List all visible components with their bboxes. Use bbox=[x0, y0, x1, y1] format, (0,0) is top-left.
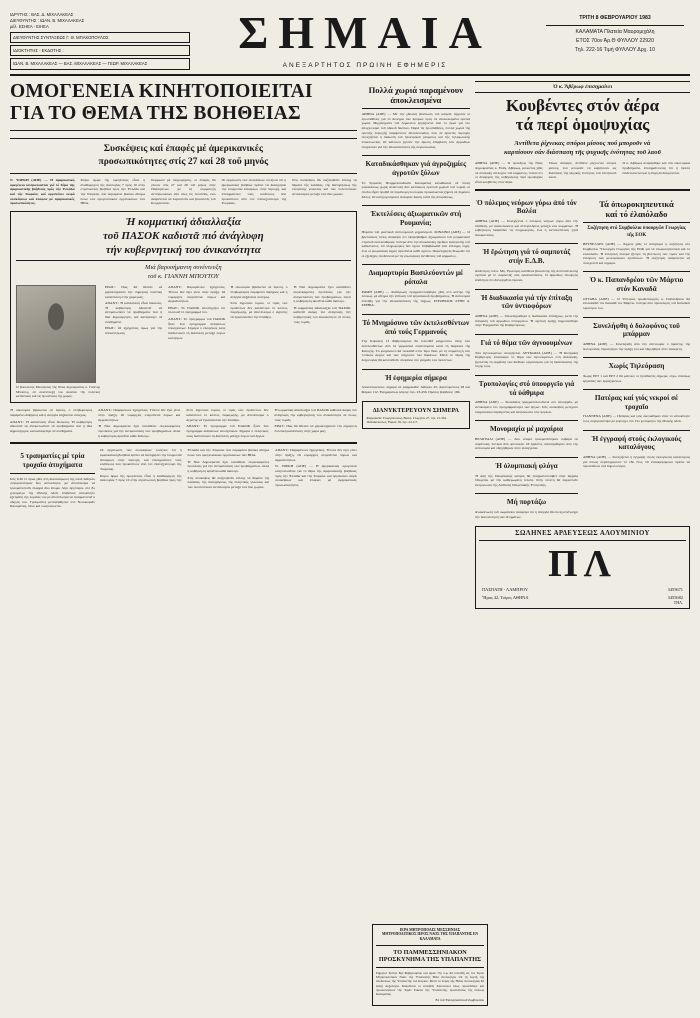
story1-headline: Πολλά χωριά παραμένουν ἀποκλεισμένα bbox=[368, 84, 464, 105]
fr-item3-p: ΓΙΑΝΝΕΝΑ (ΑΠΕ) — Πατέρας καί γιός σκοτώθηκαν ὅταν τό αὐτοκίνητό τους συγκρούστηκε μέ φορτηγό στό 15ο χιλιόμετρο τῆς ἐθνικῆς ὁδοῦ. bbox=[583, 414, 690, 424]
interview-q: ΕΡΩΤ.: Οἱ ἐξαγγελίες ὅμως γιά τήν ἀποκέντρωση; bbox=[105, 326, 163, 335]
interview-p: Ἡ οἰκονομία βρίσκεται σέ ὕφεση, ὁ πληθωρισμός παραμένει διψήφιος καί ἡ ἀνεργία αὐξάνεται συνεχῶς. bbox=[230, 285, 288, 299]
misc-p: Ν. ΥΟΡΚΗ (ΑΠΕ) — Η ἀμερικανική ὁμογένεια κινητοποιεῖται γιά τό θέμα τῆς ἀμερικανικῆς βοήθειας πρός τήν Ἑλλάδα καί τήν Τουρκία, καί ὀργανώνει σειρά συσκέψεων καί ἐπαφῶν μέ ἀμερικανικές προσωπικότητες. bbox=[275, 464, 357, 487]
traffic-story-body bbox=[10, 477, 95, 511]
fr-item3-headline: Πατέρας καί γιός νεκροί σέ τροχαῖο bbox=[594, 394, 679, 411]
middle-column bbox=[362, 81, 470, 1016]
divider bbox=[362, 264, 470, 265]
page-body bbox=[10, 81, 690, 1016]
story4-p: ΡΩΜΗ (ΑΠΕ) — Διαδήλωση πραγματοποιήθηκε χθές στό κέντρο τῆς πόλεως, μέ αἴτημα τήν ἐπίλυση τοῦ ἐργασιακοῦ προβλήματος. Ἡ ἀστυνομία ἐπενέβη γιά τήν ἀποκατάσταση τῆς τάξεως. ΣΤΡΟΒΙΛΟΣ ΣΤΗΝ Δ. ΣΕΡΒΙΑ. bbox=[361, 289, 470, 308]
fr-item1-headline: Συνελήφθη ὁ δολοφόνος τοῦ μπάρμαν bbox=[593, 321, 680, 339]
item5-headline: Μονομαχία μέ μαχαίρια bbox=[489, 425, 564, 434]
fr-item2-p: Χωρίς ΕΡΤ 1 καί ΕΡΤ 2 θά μείνουν οἱ τηλεθεατές σήμερα, λόγω στάσεως ἐργασίας τῶν ἐργαζομένων. bbox=[583, 373, 690, 383]
continuation-p: Στόν ἀγροτικό τομέα, οἱ τιμές τῶν προϊόντων δέν καλύπτουν τό κόστος παραγωγῆς, μέ ἀποτέλεσμα ὁ ἀγρότης νά ἐγκαταλείπει τήν ὕπαιθρο. bbox=[186, 408, 269, 422]
advertisement[interactable] bbox=[475, 526, 690, 609]
continuation-p: Ἡ κομματική ἀδιαλλαξία τοῦ ΠΑΣΟΚ καθιστᾶ ἀκόμη πιό ἀνάγλυφη τήν κυβερνητική του ἀνικανότητα σέ ὅλους τούς τομεῖς. bbox=[274, 408, 357, 422]
fr-item2-body bbox=[583, 374, 690, 385]
lead-subheadline bbox=[10, 138, 357, 174]
lead-story-body bbox=[10, 178, 357, 206]
story6-p: Διανυκτερεύουν σήμερα τά φαρμακεῖα: Ἀθηνῶν 45, Ἀριστομένους 28 καί Φαρῶν 112. Ἐφημερεύων ἰατρός: τηλ. 23-456. Πρῶτες βοήθειες: 166. bbox=[361, 385, 470, 394]
owner-box: ΙΔΙΟΚΤΗΤΗΣ - ΕΚΔΟΤΗΣ : bbox=[10, 45, 190, 56]
lead-headline-line1: ΟΜΟΓΕΝΕΙΑ ΚΙΝΗΤΟΠΟΙΕΙΤΑΙ bbox=[10, 80, 313, 102]
masthead bbox=[10, 8, 690, 76]
interview-q: ΕΡΩΤ.: Πῶς θά θέλατε νά χαρακτηρίσετε τήν σημερινή πολιτική κατάσταση στήν χώρα μας; bbox=[105, 285, 163, 299]
issue-price: Τηλ. 222-16 Τιμή ΦΥΛΛΟΥ Δρχ. 10 bbox=[574, 46, 656, 53]
item7-body bbox=[475, 510, 578, 521]
divider bbox=[475, 493, 578, 494]
divider bbox=[583, 389, 690, 390]
item1-body bbox=[475, 269, 578, 285]
interview-text-right bbox=[230, 285, 350, 398]
interview-a: ΑΠΑΝΤ.: Ἡ κατάσταση εἶναι δύσκολη. Ἡ κυβέρνηση ἀδυνατεῖ νά ἀντιμετωπίσει τά προβλήματα πού ἡ ἴδια δημιούργησε, καί καταφεύγει σέ συνθήματα. bbox=[105, 301, 163, 324]
continuation-p: Ἡ Νέα Δημοκρατία ἔχει καταθέσει συγκεκριμένες προτάσεις γιά τήν ἀντιμετώπιση τῶν προβλημάτων, ἀλλά ἡ κυβέρνηση ἀρνεῖται κάθε διάλογο. bbox=[98, 424, 181, 438]
divider bbox=[475, 375, 578, 376]
averof-subhead-line1: Ἀντίθετα ῥίχνεκας σπόροι μίσους πού μποροῦν νά bbox=[514, 139, 651, 147]
lead-subheadline-line1: Συσκέψεις καί ἐπαφές μέ ἀμερικανικές bbox=[103, 143, 263, 155]
divider bbox=[376, 945, 484, 946]
story4-body bbox=[362, 290, 470, 311]
divider bbox=[583, 271, 690, 272]
fr-item4-headline: Ἡ ἐγγραφή στούς ἐκλογικούς καταλόγους bbox=[591, 434, 682, 452]
issue-number: ΕΤΟΣ 70ον Άρ.Θ ΦΥΛΛΟΥ 22920 bbox=[576, 37, 654, 44]
issue-address: ΚΑΛΑΜΑΤΑ Πλατεία Μαυρομιχάλη bbox=[575, 28, 655, 35]
interview-a: ΑΠΑΝΤ.: Παραμένουν ἐξαγγελίες. Τίποτα δέν ἔχει γίνει στήν πράξη. Οἱ νομαρχίες στεροῦνται πόρων καί ἁρμοδιοτήτων. bbox=[168, 285, 226, 304]
item0-body bbox=[475, 219, 578, 240]
item1-headline: Ἡ ἔρώτηση γιά τό σαμποτάζ στήν Ε.Δ.Β. bbox=[482, 248, 571, 266]
founder-line: ΙΔΡΥΤΗΣ : ΒΑΣ. Δ. ΜΙΧΑΛΑΚΕΑΣ bbox=[10, 12, 74, 17]
ad-title: ΣΩΛΗΝΕΣ ΑΡΔΕΥΣΕΩΣ ΑΛΟΥΜΙΝΙΟΥ bbox=[515, 530, 650, 538]
fr-item3-body bbox=[583, 414, 690, 425]
ad-tel-1: 3455671 bbox=[667, 587, 683, 593]
story2-headline: Καταδικάσθηκαν γιά ἀγροζημίες ἀγροτῶν ξύλων bbox=[365, 160, 467, 177]
eok-headline bbox=[583, 199, 690, 220]
lead-headline-line2: ΓΙΑ ΤΟ ΘΕΜΑ ΤΗΣ ΒΟΗΘΕΙΑΣ bbox=[10, 103, 301, 125]
ad-company-name: ΠΑΣΠΑΤΗ - ΛΑΜΠΡΟΥ bbox=[482, 587, 529, 593]
continuation-p: Ἡ οἰκονομία βρίσκεται σέ ὕφεση, ὁ πληθωρισμός παραμένει διψήφιος καί ἡ ἀνεργία αὐξάνεται συνεχῶς. bbox=[10, 408, 93, 418]
eok-subhead: Συζήτηση στό Συμβούλιο ὑπουργῶν Γεωργίας τῆς ΕΟΚ bbox=[587, 226, 686, 238]
story6-body bbox=[362, 385, 470, 396]
publishers-box: ΙΩΑΝ. Β. ΜΙΧΑΛΑΚΕΑΣ — ΒΑΣ. ΜΙΧΑΛΑΚΕΑΣ — ΓΕΩΡ. ΜΙΧΑΛΑΚΕΑΣ bbox=[10, 58, 190, 69]
right-column bbox=[475, 81, 690, 1016]
story5-body bbox=[362, 339, 470, 364]
story5-p: Τήν Κυριακή 13 Φεβρουαρίου θά τελεσθεῖ μνημόσυνο ὑπέρ τῶν ἐκτελεσθέντων ἀπό τά γερμανικά στρατεύματα κατά τή διάρκεια τῆς Κατοχῆς. Τό μνημόσυνο θά τελεσθεῖ στόν Ἱερό Ναό, μέ τή συμμετοχή τῶν τοπικῶν ἀρχῶν καί τῶν συγγενῶν τῶν θυμάτων. Μετά τό πέρας τῆς δοξολογίας θά κατατεθοῦν στεφάνια στό μνημεῖο τῶν πεσόντων. bbox=[361, 339, 470, 362]
divider bbox=[362, 108, 470, 109]
pharmacy-notice-head: ΔΙΑΝΥΚΤΕΡΕΥΟΥΝ ΣΗΜΕΡΑ bbox=[372, 406, 459, 414]
story2-p: Τό Τριμελές Πλημμελειοδικεῖο Καλαμάτας καταδίκασε σέ ποινή φυλακίσεως χωρίς ἀναστολή δύο κατοίκους ὀρεινοῦ χωριοῦ τοῦ νομοῦ, οἱ ὁποῖοι εἶχαν προβεῖ σέ παράνομη ὑλοτομία, προκαλώντας ζημιές σέ δημόσιο δάσος. Οἱ κατηγορούμενοι ἄσκησαν ἔφεση κατά τῆς ἀποφάσεως. bbox=[361, 180, 470, 199]
item1-p: Ἀπάντηση τοῦ κ. Μη. Ἐρώτηση κατέθεσε βουλευτής τῆς ἀντιπολίτευσης σχετικά μέ τό σαμποτάζ στίς ἐγκαταστάσεις. Ὁ ἁρμόδιος ὑπουργός ἀπάντησε ὅτι διενεργεῖται ἔρευνα. bbox=[475, 268, 578, 283]
divider bbox=[475, 189, 690, 191]
issue-date: ΤΡΙΤΗ 8 ΦΕΒΡΟΥΑΡΙΟΥ 1983 bbox=[579, 15, 651, 21]
item2-body bbox=[475, 314, 578, 330]
fr-item2-headline: Χωρίς Τηλεόραση bbox=[608, 362, 665, 371]
averof-subhead bbox=[477, 140, 688, 158]
continuation-p: ΑΠΑΝΤ.: Ἡ κατάσταση εἶναι δύσκολη. Ἡ κυβέρνηση ἀδυνατεῖ νά ἀντιμετωπίσει τά προβλήματα πού ἡ ἴδια δημιούργησε, καί καταφεύγει σέ συνθήματα. bbox=[10, 419, 93, 434]
story1-body bbox=[362, 112, 470, 151]
divider bbox=[376, 967, 484, 968]
averof-kicker: Ὁ κ. Ἄβέρωφ ἐπισημαίνει bbox=[475, 81, 690, 93]
lead-paragraph: Σύμφωνα μέ πληροφορίες, οἱ ἐπαφές θά γίνουν στίς 27 καί 28 τοῦ μηνός στήν Οὐάσιγκτων, μέ τή συμμετοχή ἀντιπροσώπων ἀπό ὅλες τίς πολιτεῖες, ἐνῶ ἀναμένεται νά παραστοῦν καί βουλευτές τοῦ Κογκρέσσου. bbox=[151, 178, 216, 206]
story6-headline: Ἡ ἐφημερία σήμερα bbox=[384, 373, 447, 382]
interview-article bbox=[10, 211, 357, 403]
director-line: ΔΙΕΥΘΥΝΤΗΣ : ΙΩΑΝ. Β. ΜΙΧΑΛΑΚΕΑΣ bbox=[10, 18, 85, 24]
divider bbox=[583, 222, 690, 223]
fr-item0-body bbox=[583, 297, 690, 313]
item6-body bbox=[475, 474, 578, 490]
divider bbox=[546, 25, 684, 26]
interview-byline-line2: τοῦ κ. ΓΙΑΝΝΗ ΜΠΟΥΤΟΥ bbox=[147, 272, 219, 280]
main-column bbox=[10, 81, 357, 1016]
lead-paragraph: Ν. ΥΟΡΚΗ (ΑΠΕ) — Η ἀμερικανική ὁμογένεια κινητοποιεῖται γιά τό θέμα τῆς ἀμερικανικῆς βοήθειας πρός τήν Ἑλλάδα καί τήν Τουρκία, καί ὀργανώνει σειρά συσκέψεων καί ἐπαφῶν μέ ἀμερικανικές προσωπικότητες. bbox=[10, 178, 75, 206]
interview-byline bbox=[16, 264, 351, 281]
averof-subhead-line2: καρπίσουν σάν διάσπαση τῆς ψυχικῆς ἑνότητας τοῦ λαοῦ bbox=[504, 148, 661, 156]
traffic-story-headline: 5 τραυματίες μέ τρία τροχαῖα ἀτυχήματα bbox=[20, 452, 85, 469]
pharmacy-notice-text: Φαρμακεῖα: Γεωργόπουλος, Βασιλ. Γεωργίου 27, τηλ. 21-304. Παπαδόπουλος, Ψαρῶν 18, τηλ. 24-117. bbox=[366, 416, 447, 425]
divider bbox=[10, 473, 95, 474]
item5-body bbox=[475, 437, 578, 453]
divider bbox=[475, 420, 578, 421]
interview-text-left bbox=[105, 285, 225, 398]
lead-paragraph: Οἱ ὀργανωτές τῶν συσκέψεων τονίζουν ὅτι ἡ ἀμερικανική βοήθεια πρέπει νά διατηρήσει τήν ἰσορροπία δυνάμεων στήν περιοχή, καί ἐπισημαίνουν τούς κινδύνους πού προκύπτουν ἀπό τόν ἐπανεξοπλισμό τῆς Τουρκίας. bbox=[221, 178, 287, 206]
divider bbox=[362, 369, 470, 370]
fr-item1-p: ΑΘΗΝΑ (ΑΠΕ) — Συνελήφθη ἀπό τήν ἀστυνομία ὁ δράστης τῆς δολοφονίας. Ὁμολόγησε τήν πράξη του καί ὁδηγήθηκε στόν ἀνακριτή. bbox=[583, 341, 690, 351]
story3-body bbox=[362, 230, 470, 260]
masthead-title-block bbox=[190, 8, 540, 70]
divider bbox=[362, 155, 470, 156]
misc-p: Κύριο ἄρμα τῆς ὁμογένειας εἶναι ἡ ἀναθεώρηση τῆς ἀναλογίας 7 πρός 10 στήν στρατιωτική βοήθεια πρός τήν Ἑλλάδα καί τήν Τουρκία, πού παραμένει βασικό αἴτημα ὅλων τῶν ὁμογενειακῶν ὀργανώσεων τῶν ΗΠΑ. bbox=[100, 448, 270, 483]
masthead-credits bbox=[10, 8, 190, 70]
divider bbox=[475, 457, 578, 458]
item2-p: ΑΘΗΝΑ (ΑΠΕ) — Ὁλοκληρώθηκε ἡ διαδικασία ἐπιτάξεως, μετά τήν ἀπόφαση τοῦ ἁρμοδίου ὑπουργείου. Ἡ σχετική πράξη δημοσιεύθηκε στήν Ἐφημερίδα τῆς Κυβερνήσεως. bbox=[475, 313, 578, 328]
item4-p: ΑΘΗΝΑ (ΑΠΕ) — Συσκέψεις πραγματοποιοῦνται στό ὑπουργεῖο, μέ ἀντικείμενο τόν προγραμματισμό τῶν ἔργων. Στίς συσκέψεις μετέχουν ὑπηρεσιακοί παράγοντες καί ἐκπρόσωποι τῶν φορέων. bbox=[475, 400, 578, 414]
ad-tel-2: 3455682 bbox=[667, 595, 683, 601]
story4-headline: Διαμαρτυρία Βασιλεύοντών μέ ρόπαλα bbox=[368, 269, 464, 286]
interview-p: Στόν ἀγροτικό τομέα, οἱ τιμές τῶν προϊόντων δέν καλύπτουν τό κόστος παραγωγῆς, μέ ἀποτέλεσμα ὁ ἀγρότης νά ἐγκαταλείπει τήν ὕπαιθρο. bbox=[230, 301, 288, 320]
continuation-p: ΑΠΑΝΤ.: Παραμένουν ἐξαγγελίες. Τίποτα δέν ἔχει γίνει στήν πράξη. Οἱ νομαρχίες στεροῦνται πόρων καί ἁρμοδιοτήτων. bbox=[98, 408, 181, 422]
interview-q: ΕΡΩΤ.: Τό ΠΑΣΟΚ ὑποστηρίζει ὅτι ὑλοποιεῖ τό πρόγραμμά του. bbox=[168, 305, 226, 315]
newspaper-subtitle: ΑΝΕΞΑΡΤΗΤΟΣ ΠΡΩΙΝΗ ΕΦΗΜΕΡΙΣ bbox=[282, 62, 448, 69]
divider bbox=[362, 314, 470, 315]
church-notice-line1: ΙΕΡΑ ΜΗΤΡΟΠΟΛΙΣ ΜΕΣΣΗΝΙΑΣ bbox=[399, 928, 461, 933]
interview-byline-line1: Μιά βαρυσήμαντη συνέντευξη bbox=[145, 264, 222, 272]
misc-p: Οἱ ὀργανωτές τῶν συσκέψεων τονίζουν ὅτι ἡ ἀμερικανική βοήθεια πρέπει νά διατηρήσει τήν ἰσορροπία δυνάμεων στήν περιοχή, καί ἐπισημαίνουν τούς κινδύνους πού προκύπτουν ἀπό τόν ἐπανεξοπλισμό τῆς Τουρκίας. bbox=[100, 448, 182, 471]
eok-body bbox=[583, 242, 690, 267]
averof-body bbox=[475, 161, 690, 184]
item0-p: ΑΘΗΝΑ (ΑΠΕ) — Συνεχίζεται ὁ πόλεμος νεύρων γύρω ἀπό τήν ὑπόθεση, μέ ἀνακοινώσεις καί ἀντεγκλήσεις μεταξύ τῶν κομμάτων. Ἡ κυβέρνηση διαψεύδει τίς πληροφορίες, ἐνῶ ἡ ἀντιπολίτευση ζητᾶ διευκρινίσεις. bbox=[475, 218, 578, 237]
divider bbox=[475, 289, 578, 290]
church-notice-line2: ΜΗΤΡΟΠΟΛΙΤΙΚΟΣ ΙΕΡΟΣ ΝΑΟΣ ΤΗΣ ΥΠΑΠΑΝΤΗΣ ΕΝ ΚΑΛΑΜΑΤΑ bbox=[381, 932, 479, 941]
interview-title-line1: Ἡ κομματική ἀδιαλλαξία bbox=[125, 216, 241, 229]
interview-title-line3: τήν κυβερνητική του ἀνικανότητα bbox=[105, 243, 261, 256]
divider bbox=[10, 442, 357, 444]
interview-photo bbox=[16, 285, 96, 383]
eok-headline-line1: Τά ὀπωροκηπευτικά bbox=[599, 198, 674, 209]
newspaper-title: ΣΗΜΑΙΑ bbox=[238, 7, 492, 58]
interview-continuation bbox=[10, 408, 357, 438]
ad-logo: ΠΛ bbox=[548, 543, 617, 586]
item3-p: Τῶν ἀγνοουμένων συνεχίζεται. ΛΕΥΚΩΣΙΑ (ΑΠΕ) — Ἡ Κυπριακή Κυβέρνηση ἐπανέφερε τό θέμα τῶν ἀγνοουμένων στή Διάσκεψη, ζητώντας τή συμβολή τῶν διεθνῶν ὀργανισμῶν γιά τή διαλεύκανση τῆς τύχης τους. bbox=[475, 350, 578, 369]
story5-headline: Τό Μνημόσυνο τῶν ἐκτελεσθέντων ἀπό τούς Γερμανούς bbox=[362, 319, 470, 336]
eok-p: ΒΡΥΞΕΛΛΕΣ (ΑΠΕ) — Ἄρχισε χθές τό ἀπόγευμα ἡ συζήτηση στό Συμβούλιο Ὑπουργῶν Γεωργίας τῆς ΕΟΚ γιά τά ὀπωροκηπευτικά καί τό ἐλαιόλαδο. Ἡ ἑλληνική πλευρά ζήτησε τή βελτίωση τῶν τιμῶν καί τήν ἐνίσχυση τῶν μεσογειακῶν προϊόντων. Ἡ συζήτηση ἀναμένεται νά συνεχιστεῖ καί σήμερα. bbox=[583, 242, 690, 265]
story3-headline: Ἐκτελέσεις ἀξιωματικῶν στή Ρουμανία; bbox=[370, 210, 462, 227]
lead-paragraph: Στίς συσκέψεις θά συζητηθοῦν ἐπίσης τά θέματα τῆς παιδείας, τῆς διατηρήσεως τῆς ἑλληνικῆς γλώσσας καί τῶν πολιτιστικῶν ἀνταλλαγῶν μεταξύ τῶν δύο χωρῶν. bbox=[292, 178, 357, 197]
interview-a: ΑΠΑΝΤ.: Τό πρόγραμμα τοῦ ΠΑΣΟΚ ἦταν ἕνα πρόγραμμα ἀνέφικτων ὑποσχέσεων. Σήμερα ὁ ἑλληνικός λαός διαπιστώνει τή διάσταση μεταξύ λόγων καί ἔργων. bbox=[168, 317, 226, 340]
item0-headline: Ὁ πόλεμος νεύρων γύρω ἀπό τόν Βαλέα bbox=[476, 198, 577, 216]
editor-box: ΔΙΕΥΘΥΝΤΗΣ ΣΥΝΤΑΞΕΩΣ Γ. Θ. ΜΠΑΚΟΠΟΥΛΟΣ bbox=[10, 32, 190, 43]
pharmacy-notice bbox=[362, 401, 470, 429]
story3-p: Θύματα τοῦ μυστικοῦ ἀστυνομικοῦ μηχανισμοῦ. ΛΟΝΔΙΝΟ (ΑΠΕ) — Ὁ βρετανικός τύπος ἀναφέρει ὅτι ὑψηλόβαθμοι ἀξιωματικοί τοῦ ρουμανικοῦ στρατοῦ ἐκτελέσθηκαν, ὕστερα ἀπό τήν ἀποκάλυψη σχεδίου ἀνατροπῆς τοῦ καθεστῶτος. Οἱ πληροφορίες δέν ἔχουν ἐπιβεβαιωθεῖ ἀπό ἐπίσημη πηγή, ἐνῶ οἱ ρουμανικές ἀρχές ἀρνοῦνται κάθε σχόλιο. Παρατηρητές θεωροῦν ὅτι οἱ ἐξελίξεις συνδέονται μέ τίς ἐσωτερικές ἀντιθέσεις τοῦ κόμματος. bbox=[361, 230, 470, 258]
averof-p: Ὅπως ἀνέφερε, ἀντίθετα ρίχνονται σπόροι μίσους, πού μποροῦν νά καρπίσουν ὡς διάσπαση τῆς ψυχικῆς ἑνότητας τοῦ ἑλληνικοῦ λαοῦ. bbox=[548, 161, 617, 180]
fr-item0-p: ΟΤΤΑΒΑ (ΑΠΕ) — Ὁ Ἕλληνας πρωθυπουργός κ. Παπανδρέου θά ἐπισκεφθεῖ τόν Καναδᾶ τόν Μάρτιο, ὕστερα ἀπό πρόσκληση τοῦ Καναδοῦ ὁμολόγου του. bbox=[583, 296, 690, 311]
misc-p: Ἡ Νέα Δημοκρατία ἔχει καταθέσει συγκεκριμένες προτάσεις γιά τήν ἀντιμετώπιση τῶν προβλημάτων, ἀλλά ἡ κυβέρνηση ἀρνεῖται κάθε διάλογο. bbox=[187, 459, 270, 473]
misc-p: ΑΠΑΝΤ.: Παραμένουν ἐξαγγελίες. Τίποτα δέν ἔχει γίνει στήν πράξη. Οἱ νομαρχίες στεροῦνται πόρων καί ἁρμοδιοτήτων. bbox=[275, 448, 357, 462]
interview-title-line2: τοῦ ΠΑΣΟΚ καδιστᾶ πιό ἀνάγλυφη bbox=[103, 229, 264, 242]
interview-p: Ἡ Νέα Δημοκρατία ἔχει καταθέσει συγκεκριμένες προτάσεις γιά τήν ἀντιμετώπιση τῶν προβλημάτων, ἀλλά ἡ κυβέρνηση ἀρνεῖται κάθε διάλογο. bbox=[293, 285, 351, 304]
ad-address: Ἥρας 42, Τσίρες ΑΘΗΝΑ bbox=[482, 595, 529, 601]
lower-misc-text bbox=[100, 448, 357, 511]
masthead-issue-info bbox=[540, 8, 690, 70]
divider bbox=[16, 260, 351, 261]
lead-subheadline-line2: προσωπικότητες στίς 27 καί 28 τοῦ μηνός bbox=[98, 156, 269, 168]
church-notice-title: ΤΟ ΠΑΜΜΕΣΣΗΝΙΑΚΟΝ ΠΡΟΣΚΥΝΗΜΑ ΤΗΣ ΥΠΑΠΑΝΤΗΣ bbox=[378, 948, 482, 964]
interview-title bbox=[16, 216, 351, 257]
continuation-p: ΕΡΩΤ.: Πῶς θά θέλατε νά χαρακτηρίσετε τήν σημερινή πολιτική κατάσταση στήν χώρα μας; bbox=[274, 424, 357, 434]
fr-item0-headline: Ὁ κ. Παπανδρέου τῶν Μάρτιο στόν Καναδᾶ bbox=[589, 276, 684, 294]
item7-headline: Μή πορτάζω bbox=[506, 498, 547, 507]
divider bbox=[583, 430, 690, 431]
averof-p: ΑΘΗΝΑ (ΑΠΕ) — Ὁ πρόεδρος τῆς Νέας Δημοκρατίας κ. Εὐάγ. Ἀβέρωφ, μιλώντας χθές σέ σύσκεψη στελεχῶν τοῦ κόμματος, τόνισε ὅτι οἱ ἀναφορές τῆς κυβέρνησης περί ὁμοψυχίας εἶναι κουβέντες στόν ἀέρα. bbox=[475, 161, 543, 184]
lead-paragraph: Κύριο ἄρμα τῆς ὁμογένειας εἶναι ἡ ἀναθεώρηση τῆς ἀναλογίας 7 πρός 10 στήν στρατιωτική βοήθεια πρός τήν Ἑλλάδα καί τήν Τουρκία, πού παραμένει βασικό αἴτημα ὅλων τῶν ὁμογενειακῶν ὀργανώσεων τῶν ΗΠΑ. bbox=[80, 178, 146, 206]
continuation-p: ΑΠΑΝΤ.: Τό πρόγραμμα τοῦ ΠΑΣΟΚ ἦταν ἕνα πρόγραμμα ἀνέφικτων ὑποσχέσεων. Σήμερα ὁ ἑλληνικός λαός διαπιστώνει τή διάσταση μεταξύ λόγων καί ἔργων. bbox=[186, 424, 269, 438]
member-line: μέλ. ΕΣΗΕΑ - ΕΙΗΕΑ bbox=[10, 24, 49, 30]
right-inner-left bbox=[475, 195, 578, 522]
divider bbox=[583, 317, 690, 318]
story2-body bbox=[362, 181, 470, 202]
item4-body bbox=[475, 400, 578, 416]
church-notice-signature: Ἐκ τοῦ Ἐκκλησιαστικοῦ Συμβουλίου bbox=[435, 998, 484, 1002]
item3-body bbox=[475, 351, 578, 372]
item5-p: ΒΕΛΙΓΡΑΔΙ (ΑΠΕ) — Δύο νεαροί τραυματίστηκαν σοβαρά σέ συμπλοκή, ὕστερα ἀπό φιλονικία. Οἱ δράστες συνελήφθησαν ἀπό τήν ἀστυνομία καί ὁδηγήθηκαν στόν εἰσαγγελέα. bbox=[475, 436, 578, 451]
averof-headline-line2: τά περί ὁμοψυχίας bbox=[515, 115, 650, 135]
item4-headline: Τρυπολογίες στό ὑπουργεῖο γιά τά ὑάθμιρα bbox=[478, 380, 575, 397]
fr-item1-body bbox=[583, 342, 690, 353]
interview-photo-caption: Ὁ βουλευτής Μεσσηνίας τῆς Νέας Δημοκρατίας κ. Γιάννης Μπούτος, σέ συνέντευξή του ἀναλύει τήν πολιτική κατάσταση καί τίς προοπτικές τῆς χώρας. bbox=[16, 385, 100, 399]
ad-contact-row-1 bbox=[479, 587, 686, 592]
divider bbox=[475, 243, 578, 244]
interview-p: Ἡ κομματική ἀδιαλλαξία τοῦ ΠΑΣΟΚ καθιστᾶ ἀκόμη πιό ἀνάγλυφη τήν κυβερνητική του ἀνικανότητα σέ ὅλους τούς τομεῖς. bbox=[293, 305, 351, 324]
fr-item4-p: ΑΘΗΝΑ (ΑΠΕ) — Συνεχίζεται ἡ ἐγγραφή στούς ἐκλογικούς καταλόγους γιά ὅσους συμπληρώνουν τό 18ο ἔτος. Οἱ ἐνδιαφερόμενοι πρέπει νά προσέλθουν στά δημοτολόγια. bbox=[583, 455, 690, 469]
item2-headline: Ἡ διαδικασία γιά τήν ἐπίταξη τῶν ὑντιοφόρων bbox=[480, 293, 573, 311]
misc-p: Στίς συσκέψεις θά συζητηθοῦν ἐπίσης τά θέματα τῆς παιδείας, τῆς διατηρήσεως τῆς ἑλληνικῆς γλώσσας καί τῶν πολιτιστικῶν ἀνταλλαγῶν μεταξύ τῶν δύο χωρῶν. bbox=[187, 475, 270, 489]
traffic-story-p: Στίς 6.30 τό πρωί χθές στή διασταύρωση τῆς ὁδοῦ Ἀθηνῶν συγκρούστηκαν δύο αὐτοκίνητα, μέ ἀποτέλεσμα νά τραυματιστοῦν ἐλαφρά δύο ἄτομα. Λίγο ἀργότερα, στό 8ο χιλιόμετρο τῆς ἐθνικῆς ὁδοῦ, ἐπιβατικό αὐτοκίνητο ἐξετράπη τῆς πορείας του μέ ἀποτέλεσμα νά τραυματιστεῖ ὁ ὁδηγός του. Τραυματίες μετεφέρθησαν στό Νοσοκομεῖο Καλαμάτας, ὅπου καί νοσηλεύονται. bbox=[10, 476, 95, 509]
story1-p: ΑΘΗΝΑ (ΑΠΕ) — Μέ τήν χθεσινή βελτίωση τοῦ καιροῦ, ἄρχισαν οἱ προσπάθειες γιά τό ἄνοιγμα τῶν δρόμων πρός τά ἀποκλεισμένα ὀρεινά χωριά. Μηχανήματα τοῦ Δημοσίου ἐργάζονται ἀπό τό πρωί γιά τόν ἀποχιονισμό τοῦ ὁδικοῦ δικτύου. Παρά τίς προσπάθειες, πολλά χωριά τῆς ὀρεινῆς περιοχῆς παραμένουν ἀποκλεισμένα, ἐνῶ σέ ἀρκετές περιοχές συνεχίζεται ἡ διακοπή τοῦ ἠλεκτρικοῦ ρεύματος καί τῆς τηλεφωνικῆς ἐπικοινωνίας. Οἱ κάτοικοι ζητοῦν τήν ἄμεση ἐπέμβαση τῶν ἁρμοδίων ὑπηρεσιῶν γιά τήν ἀποκατάσταση τῆς συγκοινωνίας. bbox=[361, 112, 470, 149]
divider bbox=[583, 357, 690, 358]
divider bbox=[479, 540, 686, 541]
ad-tel-label: ΤΗΛ. bbox=[673, 600, 683, 606]
averof-headline-line1: Κουβέντες στόν ἀέρα bbox=[505, 95, 660, 115]
church-notice bbox=[372, 924, 488, 1006]
church-notice-text: Σήμερον Τρίτην 8ην Φεβρουαρίου καί ὥραν 7ην π.μ. θά τελεσθῇ εἰς τόν Ἱερόν Μητροπολιτικόν Ναόν τῆς Ὑπαπαντῆς Θεία Λειτουργία, ἐπί τῇ ἑορτῇ τῆς ἀποδόσεως τῆς Ὑπαπαντῆς τοῦ Κυρίου. Μετά τό πέρας τῆς Θείας Λειτουργίας θά ψαλῇ Δοξολογία. Καλοῦνται οἱ εὐσεβεῖς Χριστιανοί ὅπως προσέλθουν καί προσκυνήσουν τήν Ἱεράν Εἰκόνα τῆς Ὑπαπαντῆς, προστάτιδος τῆς πόλεως Καλαμάτας. bbox=[376, 971, 484, 996]
lead-headline-block bbox=[10, 81, 357, 132]
lead-headline bbox=[10, 81, 357, 126]
averof-p: Ὁ κ. Ἀβέρωφ ἀναφέρθηκε καί στά οἰκονομικά προβλήματα, ἐπισημαίνοντας ὅτι ἡ ὕφεση ἐπιδεινώνεται καί ἡ ἀνεργία διευρύνεται. bbox=[622, 161, 690, 175]
divider bbox=[362, 205, 470, 206]
item7-p: Ἀνακοίνωση τοῦ σωματείου ἀναφέρει ὅτι ἡ ἀπεργία θά συνεχιστεῖ μέχρι τήν ἱκανοποίηση τῶν αἰτημάτων. bbox=[475, 510, 578, 519]
item6-headline: Ἠ ὀλυμπιακή φλόγα bbox=[495, 461, 558, 470]
divider bbox=[475, 334, 578, 335]
fr-item4-body bbox=[583, 455, 690, 471]
averof-headline bbox=[475, 96, 690, 135]
right-inner-right bbox=[583, 195, 690, 522]
eok-headline-line2: καί τό ἐλαιόλαδο bbox=[605, 208, 668, 219]
item6-p: Ἡ ἀφή τῆς Ὀλυμπιακῆς φλόγας θά πραγματοποιηθεῖ στήν Ἀρχαία Ὀλυμπία, μέ τήν καθιερωμένη τελετή. Στήν τελετή θά παραστοῦν ἐκπρόσωποι τῆς Διεθνοῦς Ὀλυμπιακῆς Ἐπιτροπῆς. bbox=[475, 473, 578, 487]
item3-headline: Γιά τό θέμα τῶν ἀγνοουμένων bbox=[480, 338, 573, 347]
